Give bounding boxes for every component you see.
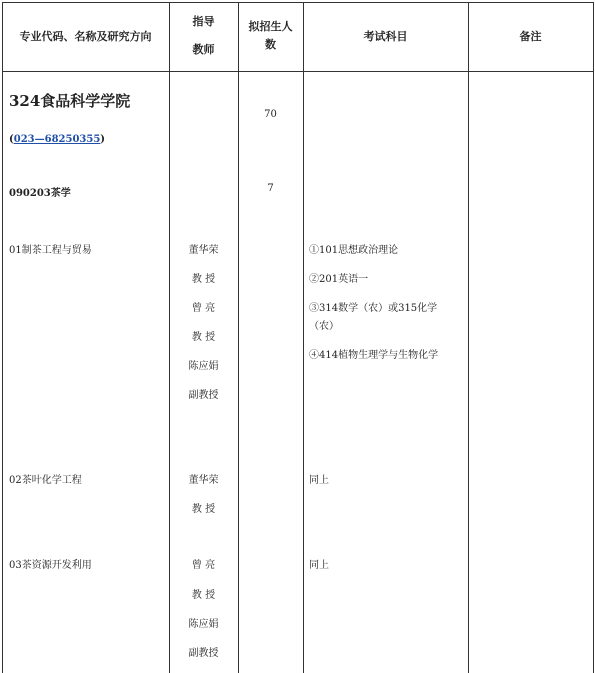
advisor-name: 曾 亮 [191, 560, 216, 571]
advisor-name: 董华荣 [188, 475, 219, 486]
direction-name: 02茶叶化学工程 [9, 475, 82, 486]
header-major: 专业代码、名称及研究方向 [19, 30, 152, 43]
table-border-right [593, 2, 594, 673]
enrollment-table [2, 2, 594, 673]
college-phone-link[interactable]: 023—68250355 [13, 134, 101, 145]
exam-subject: ④414植物生理学与生物化学 [309, 350, 439, 361]
header-advisor-2: 教师 [192, 43, 215, 56]
header-advisor-1: 指导 [192, 15, 215, 28]
header-note: 备注 [519, 30, 542, 43]
major-name: 090203茶学 [9, 188, 71, 199]
phone-close: ) [100, 134, 106, 145]
advisor-title: 副教授 [188, 648, 219, 659]
header-plan-1: 拟招生人 [248, 20, 293, 33]
direction-name: 01制茶工程与贸易 [9, 245, 92, 256]
header-plan-2: 数 [265, 38, 276, 51]
college-enroll: 70 [264, 109, 277, 120]
exam-subject: ②201英语一 [309, 274, 369, 285]
college-phone-row [9, 127, 105, 146]
direction-name: 03茶资源开发利用 [9, 560, 92, 571]
column-divider [303, 2, 304, 673]
advisor-name: 董华荣 [188, 245, 219, 256]
exam-subject: 同上 [309, 475, 329, 486]
advisor-title: 副教授 [188, 390, 219, 401]
advisor-title: 教 授 [191, 274, 216, 285]
exam-subject: ③314数学（农）或315化学 [309, 303, 438, 314]
advisor-name: 陈应娟 [188, 361, 219, 372]
exam-subject: ①101思想政治理论 [309, 245, 399, 256]
college-name: 324食品科学学院 [9, 92, 131, 110]
header-exam: 考试科目 [363, 30, 408, 43]
column-divider [468, 2, 469, 673]
exam-subject: 同上 [309, 560, 329, 571]
table-border-top [2, 2, 594, 3]
phone-open: ( [9, 134, 14, 145]
table-border-left [2, 2, 3, 673]
advisor-name: 曾 亮 [191, 303, 216, 314]
major-enroll: 7 [267, 183, 274, 194]
header-divider [2, 71, 594, 72]
advisor-title: 教 授 [191, 332, 216, 343]
advisor-title: 教 授 [191, 504, 216, 515]
advisor-name: 陈应娟 [188, 619, 219, 630]
advisor-title: 教 授 [191, 590, 216, 601]
exam-subject: （农） [309, 321, 339, 332]
column-divider [238, 2, 239, 673]
